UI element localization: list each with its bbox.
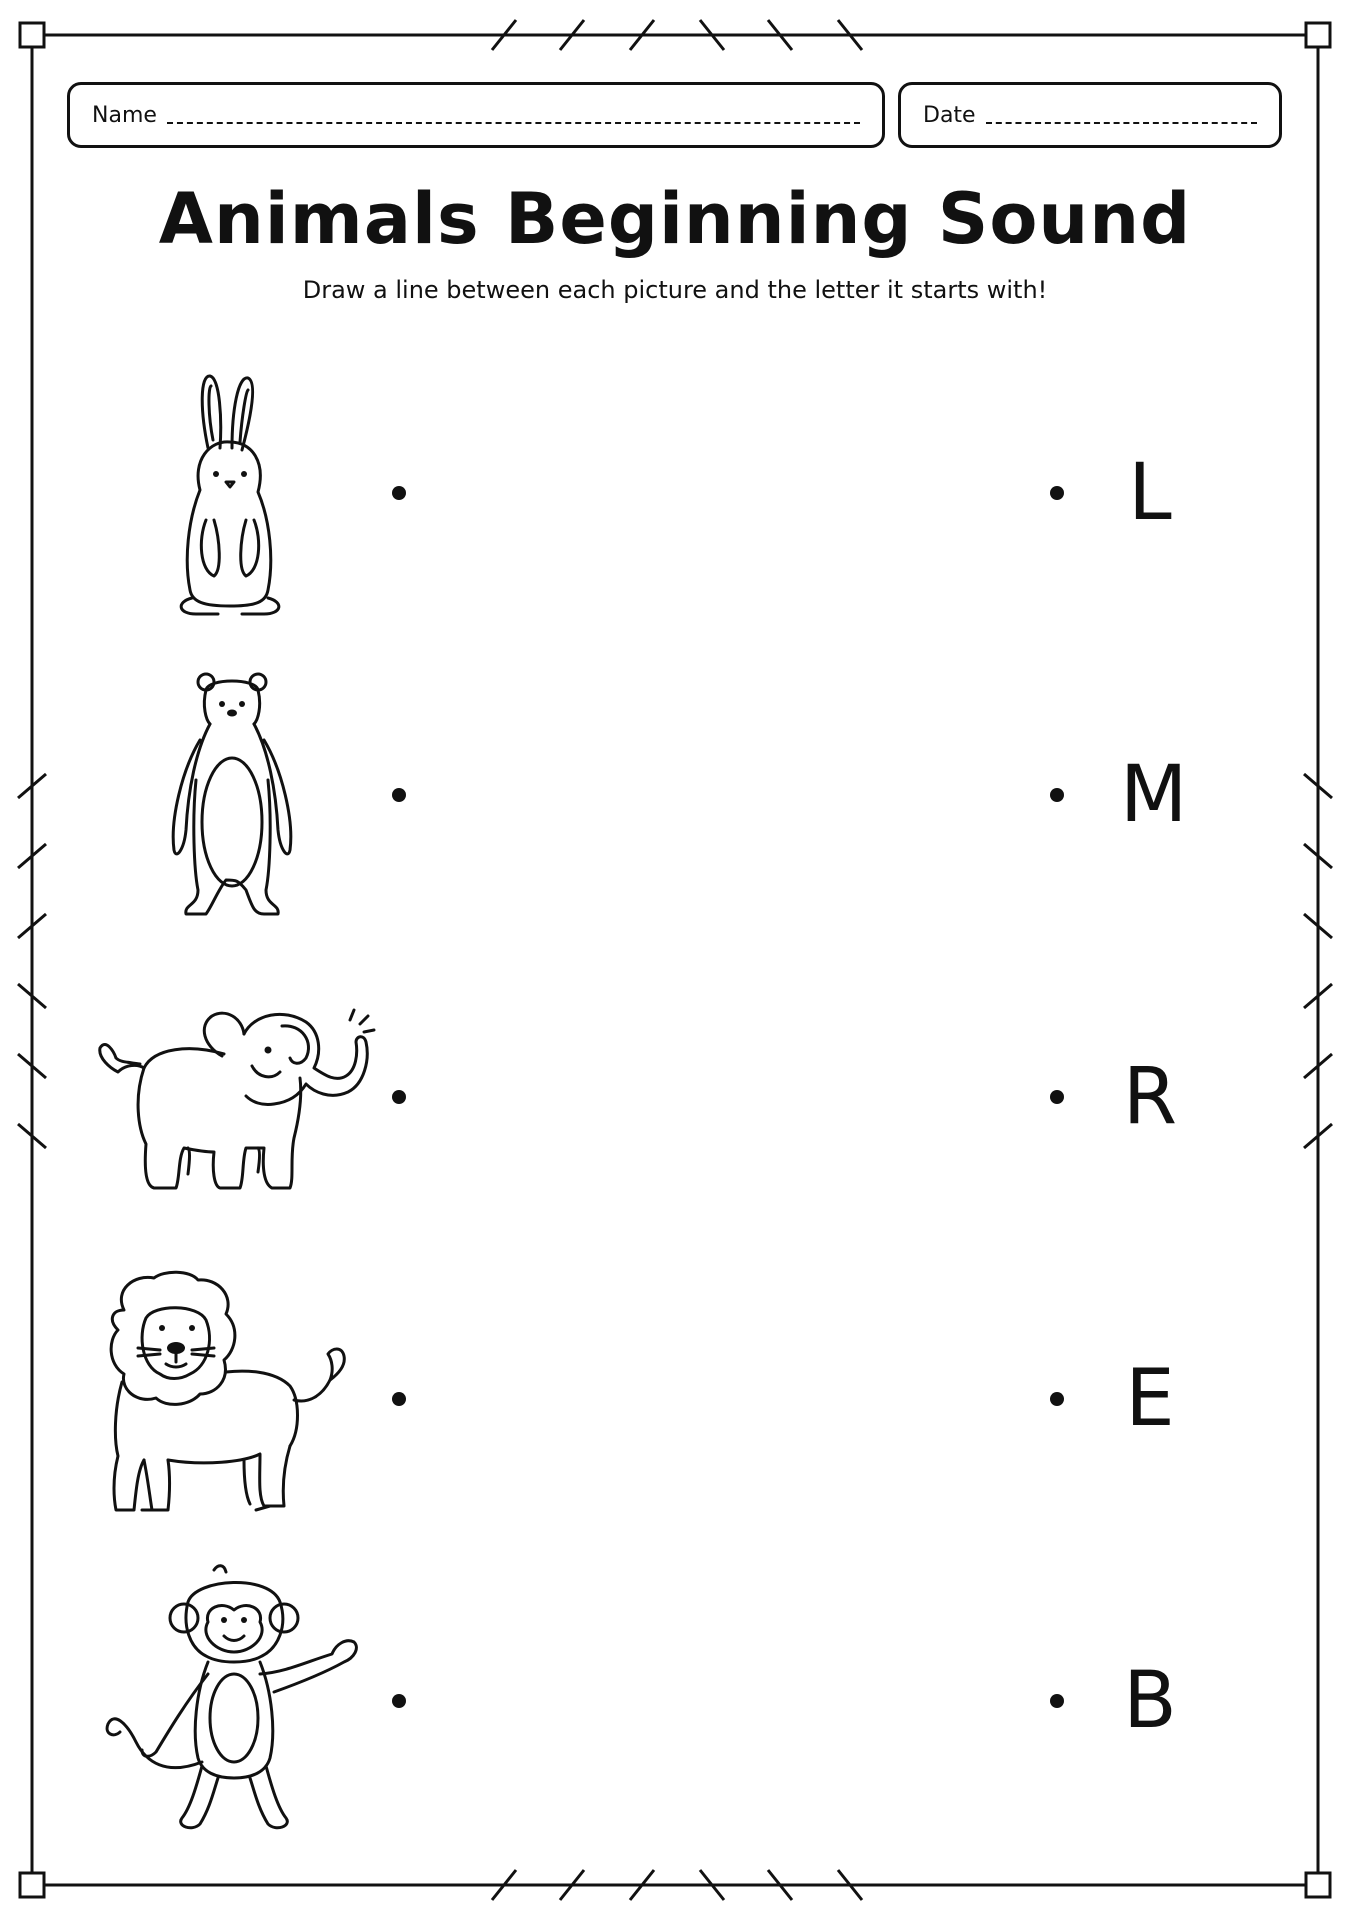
match-dot-right[interactable] xyxy=(1050,788,1064,802)
match-row xyxy=(0,1548,1350,1848)
match-dot-right[interactable] xyxy=(1050,486,1064,500)
match-dot-left[interactable] xyxy=(392,1694,406,1708)
name-field[interactable] xyxy=(67,82,885,148)
match-dot-left[interactable] xyxy=(392,486,406,500)
letter-option: B xyxy=(1123,1656,1177,1746)
letter-option: E xyxy=(1125,1354,1175,1444)
match-row xyxy=(0,1246,1350,1546)
match-dot-left[interactable] xyxy=(392,1090,406,1104)
bear-icon xyxy=(166,670,306,920)
match-dot-right[interactable] xyxy=(1050,1090,1064,1104)
name-label: Name xyxy=(92,102,157,128)
match-row xyxy=(0,642,1350,942)
elephant-icon xyxy=(94,998,374,1198)
match-dot-right[interactable] xyxy=(1050,1694,1064,1708)
letter-option: L xyxy=(1128,448,1172,538)
match-row xyxy=(0,944,1350,1244)
match-dot-left[interactable] xyxy=(392,1392,406,1406)
date-field[interactable] xyxy=(898,82,1282,148)
instructions: Draw a line between each picture and the letter it starts with! xyxy=(302,276,1048,304)
letter-option: M xyxy=(1120,750,1188,840)
date-label: Date xyxy=(923,102,976,128)
monkey-icon xyxy=(106,1562,376,1842)
date-write-line[interactable] xyxy=(986,122,1257,124)
lion-icon xyxy=(94,1270,374,1530)
rabbit-icon xyxy=(170,370,290,620)
match-dot-right[interactable] xyxy=(1050,1392,1064,1406)
match-row xyxy=(0,340,1350,640)
name-write-line[interactable] xyxy=(167,122,860,124)
page-title: Animals Beginning Sound xyxy=(158,178,1192,260)
letter-option: R xyxy=(1122,1052,1178,1142)
match-dot-left[interactable] xyxy=(392,788,406,802)
